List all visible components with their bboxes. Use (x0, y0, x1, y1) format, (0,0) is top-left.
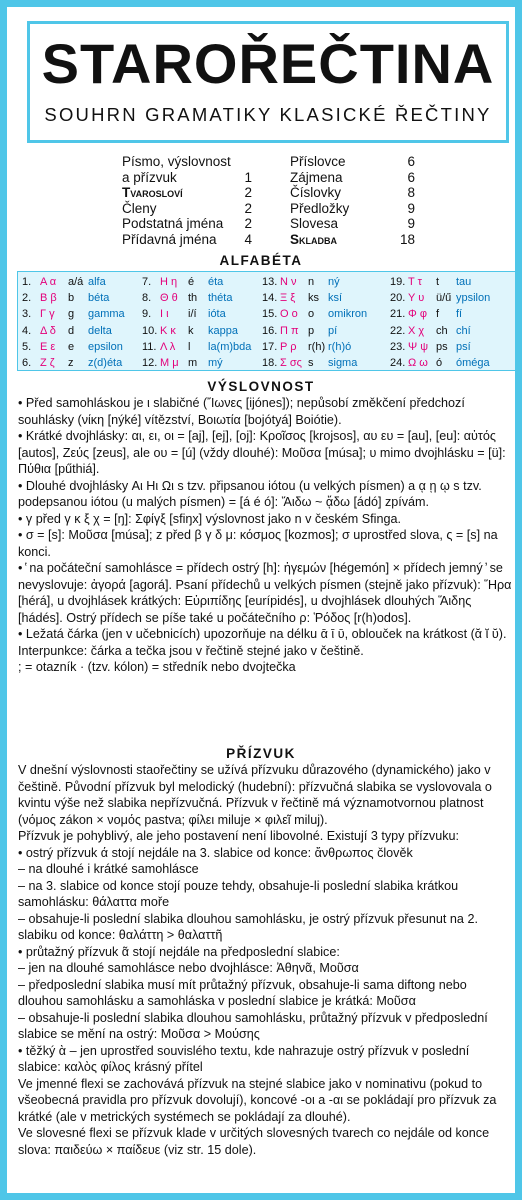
section-title-pronunciation: VÝSLOVNOST (207, 379, 315, 394)
alphabet-letter (262, 323, 367, 339)
greek-letter: Ω ω (408, 356, 428, 369)
alphabet-letter (390, 339, 490, 355)
toc-label: a přízvuk (122, 169, 177, 185)
toc-page-number: 9 (407, 216, 415, 231)
alphabet-letter (142, 323, 251, 339)
toc-label: Podstatná jména (122, 216, 224, 231)
transcription: l (188, 340, 191, 353)
letter-number: 19. (390, 276, 406, 288)
transcription: n (308, 276, 315, 288)
toc-page-number (236, 154, 252, 170)
transcription: ps (436, 340, 448, 353)
greek-letter: Λ λ (160, 340, 176, 353)
transcription: g (68, 308, 75, 321)
transcription: p (308, 324, 315, 337)
toc-page-number: 2 (244, 200, 252, 216)
letter-number: 20. (390, 292, 406, 305)
toc-label: Skladba (290, 231, 337, 247)
transcription: k (188, 324, 194, 337)
letter-name: ióta (208, 308, 226, 321)
accent-paragraph: • ostrý přízvuk ά stojí nejdále na 3. slabice od konce: ἄνθρωπος člověk (18, 845, 413, 860)
transcription: ó (436, 356, 443, 369)
toc-right (290, 154, 415, 247)
greek-letter: Υ υ (408, 292, 425, 305)
alphabet-letter (262, 274, 367, 290)
section-title-accent: PŘÍZVUK (226, 746, 296, 761)
accent-paragraph: – obsahuje-li poslední slabika dlouhou samohlásku, je ostrý přízvuk přesunut na 2. slabiku od konce: θαλάττη > θαλαττῆ (18, 911, 478, 942)
letter-number: 7. (142, 276, 152, 288)
alphabet-letter (390, 306, 490, 322)
letter-number: 22. (390, 324, 406, 337)
transcription: t (436, 276, 440, 288)
alphabet-letter (22, 339, 125, 355)
toc-row (122, 154, 252, 170)
toc-page-number: 2 (244, 216, 252, 231)
letter-number: 24. (390, 356, 406, 369)
greek-letter: Τ τ (408, 276, 422, 288)
toc-row (290, 201, 415, 217)
toc-left (122, 154, 252, 247)
letter-name: óméga (456, 356, 490, 369)
alphabet-column (142, 274, 251, 371)
accent-paragraph: Ve slovesné flexi se přízvuk klade v určitých slovesných tvarech co nejdále od konce slova: παιδεύω × παίδευε (viz str. 15 dole). (18, 1126, 490, 1157)
alphabet-letter (22, 290, 125, 306)
letter-name: z(d)éta (88, 356, 123, 369)
letter-name: éta (208, 276, 224, 288)
transcription: ch (436, 324, 448, 337)
letter-name: la(m)bda (208, 340, 252, 353)
transcription: d (68, 324, 75, 337)
transcription: a/á (68, 276, 84, 288)
toc-page-number: 2 (244, 185, 252, 200)
pron-paragraph: • Před samohláskou je ι slabičné (Ἴωνες [ijónes]); nepůsobí změkčení předchozí souhlásky (νίκη [nýké] vítězství, Βοιωτία [bojótyá] Boiótie). (18, 396, 465, 427)
accent-text (18, 762, 514, 1158)
toc-label: Zájmena (290, 169, 343, 185)
letter-name: mý (208, 356, 223, 369)
pron-paragraph: • Krátké dvojhlásky: αι, ει, οι = [aj], [ej], [oj]: Κροῖσος [krojsos], αυ ευ = [au], [eu]: αὐτός [autos], Ζεύς [zeus], ale ου = [ú] (vždy dlouhé): Μοῦσα [músa]; υ mimo dvojhlásku = [ü]: Πύθια [pűthiá]. (18, 429, 506, 476)
letter-number: 9. (142, 308, 152, 321)
page-title: STAROŘEČTINA (41, 32, 495, 95)
letter-number: 11. (142, 340, 157, 353)
letter-name: fí (456, 308, 463, 321)
letter-number: 5. (22, 340, 32, 353)
alphabet-letter (142, 274, 251, 290)
letter-name: béta (88, 292, 110, 305)
letter-number: 18. (262, 356, 278, 369)
transcription: é (188, 276, 195, 288)
accent-paragraph: – na 3. slabice od konce stojí pouze tehdy, obsahuje-li poslední slabika krátkou samohlásku: θάλαττα moře (18, 878, 459, 909)
letter-number: 17. (262, 340, 278, 353)
greek-letter: Γ γ (40, 308, 55, 321)
greek-letter: Ψ ψ (408, 340, 429, 353)
transcription: o (308, 308, 315, 321)
accent-paragraph: – jen na dlouhé samohlásce nebo dvojhlásce: Ἀθηνᾶ, Μοῦσα (18, 961, 359, 975)
letter-number: 1. (22, 276, 32, 288)
toc-row (290, 154, 415, 170)
alphabet-letter (142, 339, 251, 355)
pronunciation-text (18, 395, 514, 676)
toc-row (122, 232, 252, 248)
alphabet-letter (22, 355, 125, 371)
greek-letter: Ρ ρ (280, 340, 297, 353)
letter-name: ksí (328, 292, 343, 305)
alphabet-letter (390, 355, 490, 371)
pron-paragraph: ; = otazník · (tzv. kólon) = středník nebo dvojtečka (18, 660, 296, 674)
letter-name: kappa (208, 324, 238, 337)
transcription: r(h) (308, 340, 326, 353)
alphabet-letter (390, 274, 490, 290)
letter-name: epsilon (88, 340, 123, 353)
transcription: f (436, 308, 440, 321)
pron-paragraph: • Dlouhé dvojhlásky Αι Ηι Ωι s tzv. připsanou iótou (u velkých písmen) a ᾳ ῃ ῳ s tzv. podepsanou iótou (u malých písmen) = [á é ó]: Ἅιδω ~ ᾄδω [ádó] zpívám. (18, 478, 482, 509)
toc-row (122, 216, 252, 232)
pron-paragraph: Interpunkce: čárka a tečka jsou v řečtině stejné jako v češtině. (18, 643, 364, 658)
letter-name: sigma (328, 356, 358, 369)
section-title-alphabet: ALFABÉTA (219, 253, 303, 268)
alphabet-letter (22, 323, 125, 339)
toc-label: Přídavná jména (122, 231, 217, 247)
toc-label: Příslovce (290, 154, 346, 169)
greek-letter: Ι ι (160, 308, 169, 321)
greek-letter: Χ χ (408, 324, 425, 337)
accent-paragraph: – na dlouhé i krátké samohlásce (18, 862, 199, 876)
greek-letter: Ζ ζ (40, 356, 55, 369)
toc-page-number: 6 (407, 154, 415, 169)
alphabet-letter (142, 355, 251, 371)
alphabet-letter (142, 306, 251, 322)
greek-letter: Ν ν (280, 276, 297, 288)
alphabet-letter (142, 290, 251, 306)
transcription: e (68, 340, 75, 353)
letter-number: 13. (262, 276, 278, 288)
letter-name: r(h)ó (328, 340, 352, 353)
alphabet-letter (262, 355, 367, 371)
letter-number: 2. (22, 292, 32, 305)
accent-paragraph: • průtažný přízvuk ᾶ stojí nejdále na předposlední slabice: (18, 944, 340, 959)
toc-row (290, 185, 415, 201)
greek-letter: Β β (40, 292, 57, 305)
letter-number: 15. (262, 308, 278, 321)
letter-number: 23. (390, 340, 406, 353)
toc-row (290, 170, 415, 186)
toc-page-number: 6 (407, 169, 415, 185)
letter-number: 3. (22, 308, 32, 321)
toc-label: Číslovky (290, 185, 342, 200)
transcription: th (188, 292, 198, 305)
toc-page-number: 8 (407, 185, 415, 200)
alphabet-column (262, 274, 367, 371)
letter-number: 8. (142, 292, 152, 305)
alphabet-letter (262, 339, 367, 355)
letter-name: pí (328, 324, 338, 337)
letter-number: 10. (142, 324, 158, 337)
letter-name: omikron (328, 308, 368, 321)
letter-number: 12. (142, 356, 158, 369)
accent-paragraph: Ve jmenné flexi se zachovává přízvuk na stejné slabice jako v nominativu (pokud to všeobecná pravidla pro přízvuk dovolují), koncové -οι a -αι se pokládají pro přízvuk za krátké (ale v metrických systémech se pokládají za dlouhé). (18, 1076, 497, 1124)
alphabet-letter (390, 290, 490, 306)
alphabet-column (390, 274, 490, 371)
toc-label: Členy (122, 200, 157, 216)
letter-name: ypsilon (456, 292, 491, 305)
toc-page-number: 1 (244, 169, 252, 185)
letter-number: 4. (22, 324, 32, 337)
toc-page-number: 9 (407, 200, 415, 216)
title-box (27, 21, 509, 143)
letter-name: delta (88, 324, 112, 337)
greek-letter: Ο ο (280, 308, 298, 321)
accent-paragraph: – obsahuje-li poslední slabika dlouhou samohlásku, průtažný přízvuk v předposlední slabice se mění na ostrý: Μοῦσα > Μούσης (18, 1010, 488, 1041)
alphabet-column (22, 274, 125, 371)
greek-letter: Φ φ (408, 308, 427, 321)
greek-letter: Α α (40, 276, 57, 288)
letter-number: 6. (22, 356, 32, 369)
pron-paragraph: • σ = [s]: Μοῦσα [músa]; z před β γ δ μ: κόσμος [kozmos]; σ uprostřed slova, ς = [s] na konci. (18, 528, 498, 559)
greek-letter: Μ μ (160, 356, 179, 369)
transcription: ks (308, 292, 319, 305)
toc-page-number: 4 (244, 231, 252, 247)
letter-number: 16. (262, 324, 278, 337)
accent-paragraph: • těžký ὰ – jen uprostřed souvislého textu, kde nahrazuje ostrý přízvuk v poslední slabice: καλὸς φίλος krásný přítel (18, 1043, 470, 1074)
transcription: z (68, 356, 74, 369)
toc-row (122, 185, 252, 201)
letter-name: gamma (88, 308, 125, 321)
letter-name: théta (208, 292, 233, 305)
transcription: i/í (188, 308, 197, 321)
toc-row (122, 201, 252, 217)
toc-row (290, 216, 415, 232)
toc-label: Předložky (290, 200, 350, 216)
pron-paragraph: • Ležatá čárka (jen v učebnicích) upozorňuje na délku ᾱ ῑ ῡ, oblouček na krátkost (ᾰ ῐ ῠ). (18, 627, 507, 641)
greek-letter: Π π (280, 324, 299, 337)
greek-letter: Θ θ (160, 292, 178, 305)
letter-name: tau (456, 276, 472, 288)
accent-paragraph: V dnešní výslovnosti staořečtiny se užívá přízvuku důrazového (dynamického) jako v češtině. Původní přízvuk byl melodický (hudební): přízvučná slabika se vyslovovala o kvintu výše než slabika nepřízvučná. Přízvuk v řečtině má významotvornou platnost (νόμος zákon × νομός pastva; φίλει miluje × φιλεῖ miluj). (18, 763, 492, 827)
greek-letter: Ε ε (40, 340, 56, 353)
accent-paragraph: – předposlední slabika musí mít průtažný přízvuk, obsahuje-li sama diftong nebo dlouhou samohlásku a samohláska v poslední slabice je krátká: Μοῦσα (18, 977, 467, 1008)
transcription: s (308, 356, 314, 369)
alphabet-table (17, 271, 517, 371)
alphabet-letter (22, 274, 125, 290)
toc-label: Tvarosloví (122, 185, 183, 200)
letter-name: chí (456, 324, 471, 337)
pron-paragraph: • ̔ na počáteční samohlásce = přídech ostrý [h]: ἡγεμών [hégemón] × přídech jemný ̓ se nevyslovuje: ἀγορά [agorá]. Psaní přídechů u velkých písmen (stejně jako přízvuk): Ἥρα [hérá], u dvojhlásek krátkých: Εὐριπίδης [eurípidés], u dvojhlásek dlouhých Ἅιδης [hádés]. Ostrý přídech se píše také u počátečního ρ: Ῥόδος [r(h)odos]. (18, 561, 512, 625)
alphabet-letter (262, 306, 367, 322)
letter-name: ný (328, 276, 340, 288)
greek-letter: Δ δ (40, 324, 56, 337)
transcription: b (68, 292, 75, 305)
letter-number: 21. (390, 308, 406, 321)
pron-paragraph: • γ před γ κ ξ χ = [ŋ]: Σφίγξ [sfiŋx] výslovnost jako n v českém Sfinga. (18, 511, 401, 526)
toc-page-number: 18 (399, 231, 415, 247)
greek-letter: Ξ ξ (280, 292, 296, 305)
alphabet-letter (390, 323, 490, 339)
letter-name: alfa (88, 276, 106, 288)
page-subtitle: SOUHRN GRAMATIKY KLASICKÉ ŘEČTINY (44, 104, 492, 125)
toc-row (122, 170, 252, 186)
letter-name: psí (456, 340, 471, 353)
toc-label: Písmo, výslovnost (122, 154, 231, 169)
greek-letter: Σ σς (280, 356, 302, 369)
transcription: m (188, 356, 198, 369)
alphabet-letter (262, 290, 367, 306)
accent-paragraph: Přízvuk je pohyblivý, ale jeho postavení není libovolné. Existují 3 typy přízvuku: (18, 829, 460, 843)
toc-label: Slovesa (290, 216, 339, 231)
greek-letter: Η η (160, 276, 178, 288)
letter-number: 14. (262, 292, 278, 305)
toc-row (290, 232, 415, 248)
greek-letter: Κ κ (160, 324, 176, 337)
alphabet-letter (22, 306, 125, 322)
transcription: ü/ű (436, 292, 452, 305)
